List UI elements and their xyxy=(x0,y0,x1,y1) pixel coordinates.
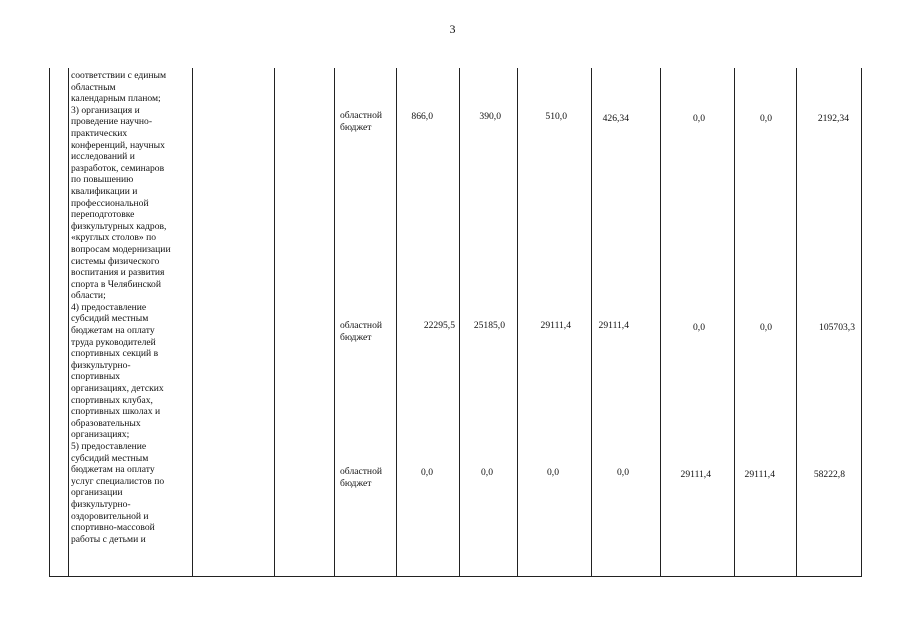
column-divider xyxy=(796,68,797,576)
description-line: физкультурно- xyxy=(71,498,131,510)
table-cell-value: 29111,4 xyxy=(744,469,775,480)
table-cell-value: 2192,34 xyxy=(817,113,849,124)
description-line: исследований и xyxy=(71,151,135,163)
description-line: «круглых столов» по xyxy=(71,232,157,244)
description-line: системы физического xyxy=(71,255,160,267)
table-cell-value: 0,0 xyxy=(693,322,705,333)
table-cell-value: 866,0 xyxy=(411,111,433,122)
table-cell-value: 58222,8 xyxy=(813,469,845,480)
funding-source xyxy=(340,320,394,343)
table-cell-value: 0,0 xyxy=(693,113,705,124)
description-line: разработок, семинаров xyxy=(71,162,165,174)
description-line: проведение научно- xyxy=(71,116,153,128)
description-line: бюджетам на оплату xyxy=(71,325,155,337)
description-line: практических xyxy=(71,127,128,139)
description-line: 3) организация и xyxy=(71,104,140,116)
table-cell-value: 0,0 xyxy=(547,467,559,478)
description-line: конференций, научных xyxy=(71,139,165,151)
description-line: области; xyxy=(71,290,106,302)
table-cell-value: 426,34 xyxy=(602,113,629,124)
description-line: работы с детьми и xyxy=(71,533,146,545)
description-line: спортивных клубах, xyxy=(71,394,153,406)
table-bottom-border xyxy=(49,576,862,577)
description-line: образовательных xyxy=(71,417,141,429)
table-cell-value: 29111,4 xyxy=(598,320,629,331)
description-line: 5) предоставление xyxy=(71,441,147,452)
column-divider xyxy=(517,68,518,576)
description-line: переподготовке xyxy=(71,209,135,221)
column-divider xyxy=(192,68,193,576)
table-cell-value: 0,0 xyxy=(760,322,772,333)
column-divider xyxy=(734,68,735,576)
column-divider xyxy=(660,68,661,576)
description-line: субсидий местным xyxy=(71,313,149,325)
funding-source xyxy=(340,466,394,489)
funding-source xyxy=(340,110,394,133)
page-number: 3 xyxy=(449,22,456,36)
column-divider xyxy=(396,68,397,576)
table-cell-value: 22295,5 xyxy=(423,320,455,331)
column-divider xyxy=(459,68,460,576)
description-line: квалификации и xyxy=(71,185,138,197)
column-divider xyxy=(274,68,275,576)
description-line: организациях; xyxy=(71,429,130,441)
description-line: 4) предоставление xyxy=(71,301,147,313)
table-cell-value: 0,0 xyxy=(617,467,629,478)
table-border-right xyxy=(861,68,862,576)
description-line: по повышению xyxy=(71,174,134,186)
description-line: спортивно-массовой xyxy=(71,522,155,534)
table-cell-value: 390,0 xyxy=(479,111,501,122)
table-cell-value: 25185,0 xyxy=(473,320,505,331)
funding-source-line: бюджет xyxy=(340,331,372,343)
description-line: соответствии с единым xyxy=(71,70,167,81)
description-line: физкультурно- xyxy=(71,359,131,371)
description-line: услуг специалистов по xyxy=(71,475,165,487)
description-line: субсидий местным xyxy=(71,452,149,464)
funding-source-line: областной xyxy=(340,110,383,121)
measure-description xyxy=(71,70,190,545)
description-line: бюджетам на оплату xyxy=(71,464,155,476)
table-cell-value: 105703,3 xyxy=(819,322,855,333)
description-line: организации xyxy=(71,487,123,499)
description-line: воспитания и развития xyxy=(71,267,165,279)
description-line: спортивных xyxy=(71,371,121,383)
funding-source-line: бюджет xyxy=(340,477,372,489)
column-divider xyxy=(68,68,69,576)
description-line: спортивных школах и xyxy=(71,406,161,418)
description-line: труда руководителей xyxy=(71,336,156,348)
table-cell-value: 29111,4 xyxy=(540,320,571,331)
description-line: организациях, детских xyxy=(71,383,164,395)
description-line: профессиональной xyxy=(71,197,149,209)
funding-source-line: бюджет xyxy=(340,121,372,133)
table-cell-value: 510,0 xyxy=(545,111,567,122)
description-line: спорта в Челябинской xyxy=(71,278,161,290)
description-line: календарным планом; xyxy=(71,93,161,105)
description-line: областным xyxy=(71,81,116,93)
column-divider xyxy=(334,68,335,576)
table-cell-value: 0,0 xyxy=(481,467,493,478)
column-divider xyxy=(591,68,592,576)
description-line: вопросам модернизации xyxy=(71,243,171,255)
description-line: физкультурных кадров, xyxy=(71,220,167,232)
description-line: спортивных секций в xyxy=(71,348,159,360)
table-cell-value: 29111,4 xyxy=(680,469,711,480)
funding-source-line: областной xyxy=(340,320,383,331)
table-border-left xyxy=(49,68,50,576)
description-line: оздоровительной и xyxy=(71,510,149,522)
table-cell-value: 0,0 xyxy=(760,113,772,124)
table-cell-value: 0,0 xyxy=(421,467,433,478)
funding-source-line: областной xyxy=(340,466,383,477)
